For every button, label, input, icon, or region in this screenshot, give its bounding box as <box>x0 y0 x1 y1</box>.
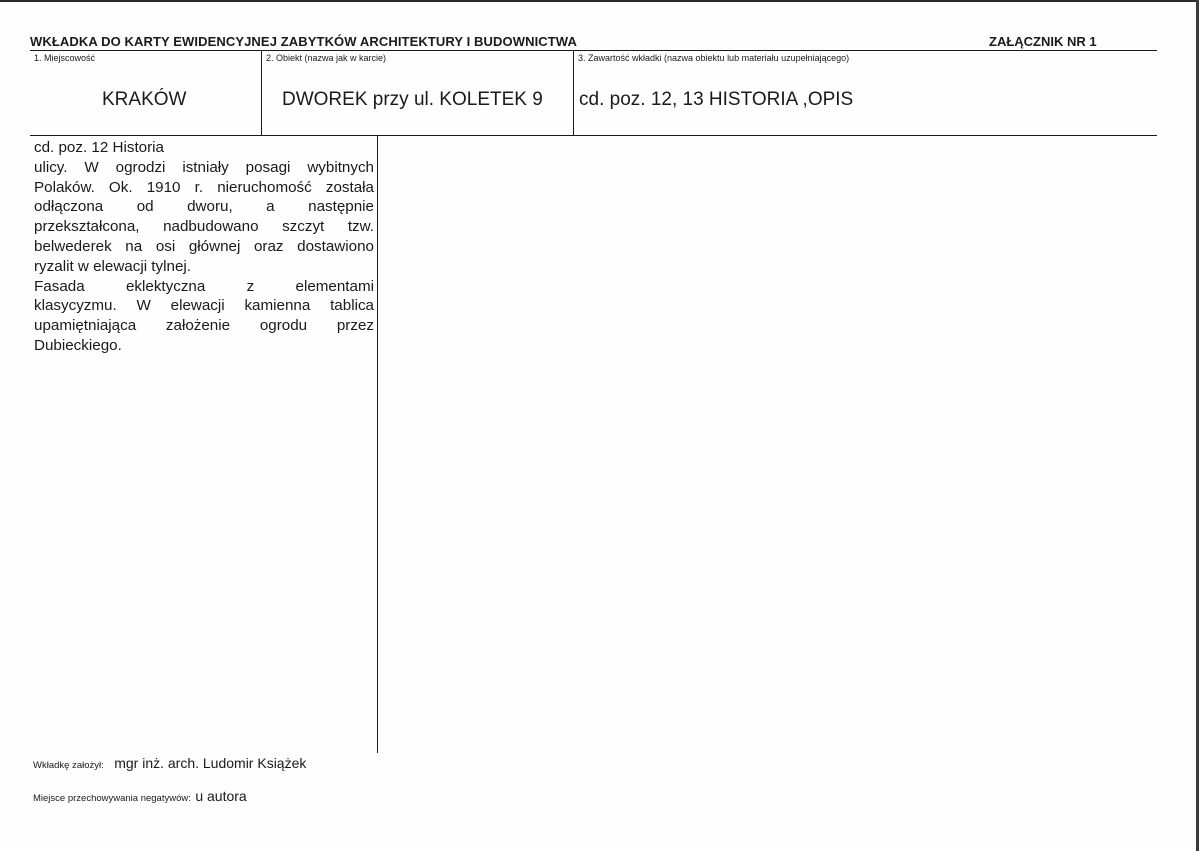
field-divider-1 <box>261 50 262 135</box>
field-value-object: DWOREK przy ul. KOLETEK 9 <box>282 89 543 110</box>
body-line: ryzalit w elewacji tylnej. <box>34 257 191 275</box>
author-label: Wkładkę założył: <box>33 760 104 771</box>
body-line: Fasada eklektyczna z elementami <box>34 277 374 295</box>
field-value-locality: KRAKÓW <box>102 89 187 110</box>
field-divider-2 <box>573 50 574 135</box>
author-value: mgr inż. arch. Ludomir Książek <box>114 755 307 771</box>
header-rule <box>30 50 1157 51</box>
body-line: klasycyzmu. W elewacji kamienna tablica <box>34 297 374 315</box>
author-line <box>33 755 306 773</box>
column-divider <box>377 135 378 753</box>
body-line: odłączona od dworu, a następnie <box>34 198 374 216</box>
field-label-object: 2. Obiekt (nazwa jak w karcie) <box>266 53 387 63</box>
body-line: belwederek na osi głównej oraz dostawiono <box>34 237 374 255</box>
field-value-contents: cd. poz. 12, 13 HISTORIA ,OPIS <box>579 89 854 110</box>
fields-bottom-rule <box>30 135 1157 136</box>
body-text <box>34 138 374 356</box>
storage-value: u autora <box>195 788 247 804</box>
storage-line <box>33 788 247 806</box>
body-line: cd. poz. 12 Historia <box>34 139 164 156</box>
field-label-contents: 3. Zawartość wkładki (nazwa obiektu lub materiału uzupełniającego) <box>578 53 850 63</box>
body-line: Dubieckiego. <box>34 336 122 354</box>
document-title: WKŁADKA DO KARTY EWIDENCYJNEJ ZABYTKÓW ARCHITEKTURY I BUDOWNICTWA <box>30 34 577 49</box>
scan-edge-top <box>0 0 1199 2</box>
field-label-locality: 1. Miejscowość <box>34 53 96 63</box>
body-line: upamiętniająca założenie ogrodu przez <box>34 317 374 335</box>
body-line: Polaków. Ok. 1910 r. nieruchomość została <box>34 178 374 196</box>
storage-label: Miejsce przechowywania negatywów: <box>33 793 191 804</box>
body-line: ulicy. W ogrodzi istniały posagi wybitnych <box>34 158 374 176</box>
annex-number: ZAŁĄCZNIK NR 1 <box>989 34 1097 49</box>
body-line: przekształcona, nadbudowano szczyt tzw. <box>34 218 374 236</box>
